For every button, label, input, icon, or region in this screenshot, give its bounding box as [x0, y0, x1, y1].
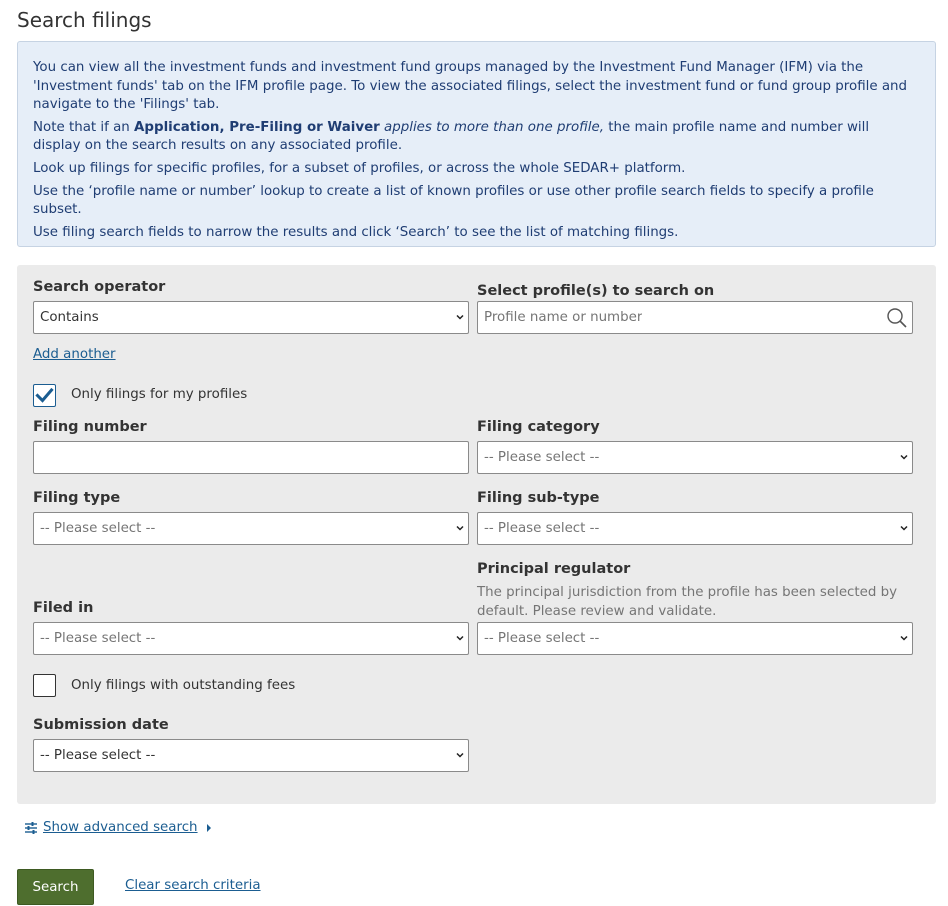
chevron-down-icon — [900, 634, 908, 642]
filed-in-label: Filed in — [33, 600, 94, 616]
search-operator-value: Contains — [40, 310, 99, 325]
filing-type-value: -- Please select -- — [40, 521, 156, 536]
filing-subtype-value: -- Please select -- — [484, 521, 600, 536]
profiles-label: Select profile(s) to search on — [477, 283, 715, 299]
show-advanced-search-label[interactable]: Show advanced search — [43, 820, 198, 835]
filing-category-select[interactable] — [477, 441, 913, 474]
filing-category-value: -- Please select -- — [484, 450, 600, 465]
info-box — [17, 41, 936, 247]
filed-in-value: -- Please select -- — [40, 631, 156, 646]
info-paragraph-filing-search: Use filing search fields to narrow the results and click ‘Search’ to see the list of matching filings. — [33, 224, 679, 240]
add-another-link[interactable]: Add another — [33, 347, 116, 362]
note-prefix: Note that if an — [33, 119, 135, 135]
filing-type-label: Filing type — [33, 490, 121, 506]
chevron-down-icon — [456, 634, 464, 642]
filing-number-label: Filing number — [33, 419, 147, 435]
info-paragraph-lookup: Look up filings for specific profiles, for a subset of profiles, or across the whole SEDAR+ platform. — [33, 160, 686, 176]
checkmark-icon — [34, 385, 55, 406]
clear-search-criteria-link[interactable]: Clear search criteria — [125, 878, 261, 893]
info-paragraph-ifm: You can view all the investment funds and investment fund groups managed by the Investment Fund Manager (IFM) via the 'Investment funds' tab on the IFM profile page. To view the associated filings, select the investment fund or fund group profile and navigate to the 'Filings' tab. — [33, 60, 908, 113]
principal-regulator-label: Principal regulator — [477, 561, 631, 577]
chevron-down-icon — [456, 751, 464, 759]
principal-regulator-select[interactable] — [477, 622, 913, 655]
submission-date-label: Submission date — [33, 717, 169, 733]
only-my-profiles-checkbox[interactable] — [33, 384, 56, 407]
chevron-down-icon — [456, 313, 464, 321]
outstanding-fees-label: Only filings with outstanding fees — [71, 678, 296, 693]
note-suffix: the main profile name and number will display on the search results on any associated profile. — [33, 119, 870, 154]
filing-subtype-label: Filing sub-type — [477, 490, 600, 506]
filing-number-input[interactable] — [33, 441, 469, 474]
search-icon[interactable] — [886, 307, 908, 329]
note-italic: applies to more than one profile, — [384, 119, 605, 135]
chevron-down-icon — [456, 524, 464, 532]
profile-search-input[interactable] — [477, 301, 913, 334]
filed-in-select[interactable] — [33, 622, 469, 655]
search-button[interactable]: Search — [17, 869, 94, 905]
principal-regulator-value: -- Please select -- — [484, 631, 600, 646]
note-bold: Application, Pre-Filing or Waiver — [134, 119, 380, 135]
caret-right-icon — [205, 823, 213, 833]
principal-regulator-hint: The principal jurisdiction from the profile has been selected by default. Please review and validate. — [477, 585, 898, 619]
filing-subtype-select[interactable] — [477, 512, 913, 545]
filing-category-label: Filing category — [477, 419, 600, 435]
search-operator-select[interactable] — [33, 301, 469, 334]
search-operator-label: Search operator — [33, 279, 166, 295]
submission-date-select[interactable] — [33, 739, 469, 772]
sliders-icon — [24, 821, 38, 835]
info-paragraph-note — [33, 119, 920, 156]
info-paragraph-profile-lookup: Use the ‘profile name or number’ lookup to create a list of known profiles or use other profile search fields to specify a profile subset. — [33, 183, 874, 218]
chevron-down-icon — [900, 524, 908, 532]
profile-search-placeholder: Profile name or number — [484, 310, 643, 325]
submission-date-value: -- Please select -- — [40, 748, 156, 763]
page-title: Search filings — [17, 8, 152, 32]
chevron-down-icon — [900, 453, 908, 461]
filing-type-select[interactable] — [33, 512, 469, 545]
show-advanced-search-toggle[interactable] — [24, 820, 213, 835]
only-my-profiles-label: Only filings for my profiles — [71, 387, 248, 402]
outstanding-fees-checkbox[interactable] — [33, 674, 56, 697]
